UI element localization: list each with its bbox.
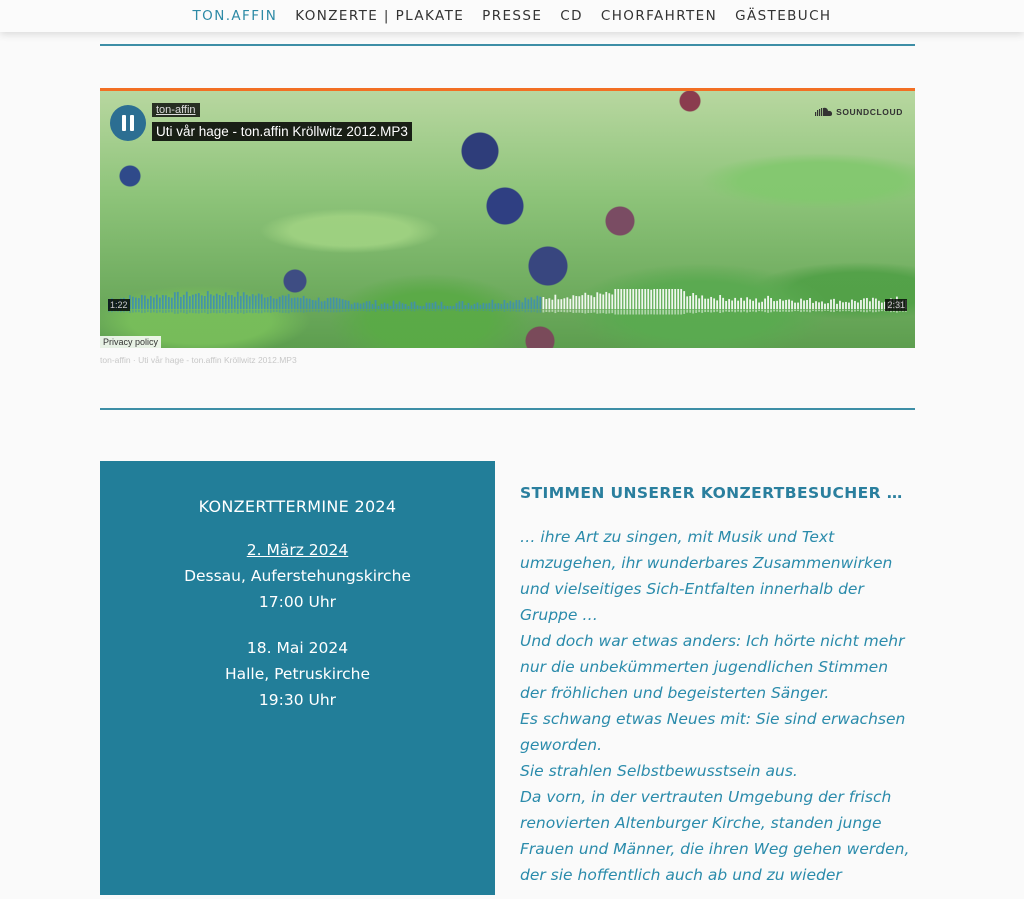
player-caption: ton-affin · Uti vår hage - ton.affin Kröllwitz 2012.MP3 bbox=[100, 355, 297, 365]
quote-line: renovierten Altenburger Kirche, standen junge bbox=[520, 814, 882, 832]
pause-icon bbox=[122, 115, 126, 131]
concert-entry bbox=[100, 635, 495, 713]
soundcloud-logo-text: SOUNDCLOUD bbox=[836, 107, 903, 117]
concert-venue: Halle, Petruskirche bbox=[224, 665, 371, 683]
nav-item-presse[interactable]: PRESSE bbox=[482, 8, 543, 24]
quote-line: Es schwang etwas Neues mit: Sie sind erwachsen bbox=[520, 710, 906, 728]
testimonials-title: STIMMEN UNSERER KONZERTBESUCHER … bbox=[520, 484, 903, 502]
nav-item-konzerte-plakate[interactable]: KONZERTE | PLAKATE bbox=[295, 8, 465, 24]
quote-line: Sie strahlen Selbstbewusstsein aus. bbox=[520, 762, 798, 780]
concert-time: 17:00 Uhr bbox=[258, 593, 337, 611]
concert-dates-heading: KONZERTTERMINE 2024 bbox=[198, 497, 397, 516]
concert-time: 19:30 Uhr bbox=[258, 691, 337, 709]
testimonials-section bbox=[520, 484, 920, 888]
nav-item-ton-affin[interactable]: TON.AFFIN bbox=[192, 8, 278, 24]
pause-button[interactable] bbox=[110, 105, 146, 141]
section-divider bbox=[100, 408, 915, 410]
soundcloud-logo[interactable] bbox=[815, 107, 903, 117]
concert-date: 18. Mai 2024 bbox=[246, 639, 349, 657]
concert-date-link[interactable]: 2. März 2024 bbox=[246, 541, 349, 559]
quote-line: nur die unbekümmerten jugendlichen Stimmen bbox=[520, 658, 889, 676]
elapsed-time: 1:22 bbox=[110, 300, 128, 310]
quote-line: Frauen und Männer, die ihren Weg gehen werden, bbox=[520, 840, 910, 858]
concert-venue: Dessau, Auferstehungskirche bbox=[184, 567, 411, 585]
nav-item-gaestebuch[interactable]: GÄSTEBUCH bbox=[735, 8, 832, 24]
nav-item-chorfahrten[interactable]: CHORFAHRTEN bbox=[600, 8, 718, 24]
section-divider bbox=[100, 44, 915, 46]
quote-line: … ihre Art zu singen, mit Musik und Text bbox=[520, 528, 835, 546]
waveform[interactable] bbox=[108, 289, 908, 315]
quote-line: geworden. bbox=[520, 736, 603, 754]
track-duration: 2:31 bbox=[887, 300, 905, 310]
testimonial-quote bbox=[520, 524, 920, 888]
nav-item-cd[interactable]: CD bbox=[560, 8, 583, 24]
top-navigation bbox=[0, 0, 1024, 32]
soundcloud-icon bbox=[815, 107, 833, 117]
soundcloud-player bbox=[100, 88, 915, 348]
concert-dates-box bbox=[100, 461, 495, 895]
quote-line: Da vorn, in der vertrauten Umgebung der frisch bbox=[520, 788, 892, 806]
privacy-policy-link[interactable]: Privacy policy bbox=[100, 336, 161, 348]
player-track-title[interactable]: Uti vår hage - ton.affin Kröllwitz 2012.MP3 bbox=[152, 122, 412, 141]
player-user-link[interactable]: ton-affin bbox=[152, 103, 200, 117]
quote-line: umzugehen, ihr wunderbares Zusammenwirken bbox=[520, 554, 893, 572]
quote-line: der fröhlichen und begeisterten Sänger. bbox=[520, 684, 830, 702]
quote-line: Gruppe … bbox=[520, 606, 598, 624]
quote-line: und vielseitiges Sich-Entfalten innerhalb der bbox=[520, 580, 864, 598]
quote-line: Und doch war etwas anders: Ich hörte nicht mehr bbox=[520, 632, 905, 650]
concert-entry bbox=[100, 537, 495, 615]
quote-line: der sie hoffentlich auch ab und zu wieder bbox=[520, 866, 842, 884]
